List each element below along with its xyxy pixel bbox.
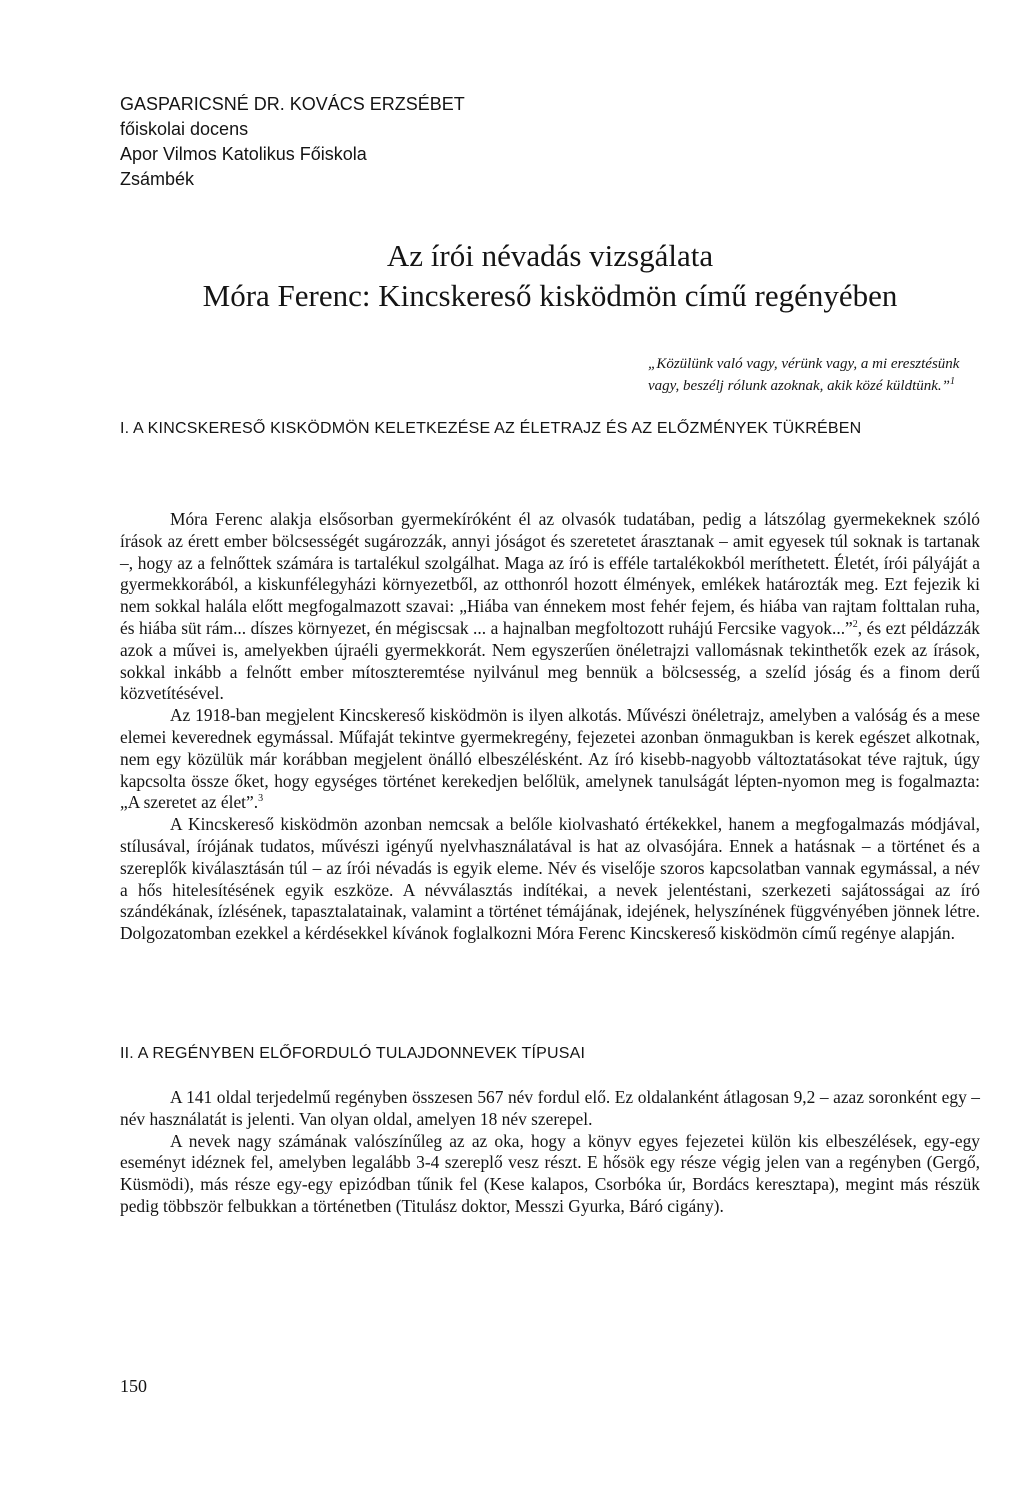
motto-quote	[648, 356, 978, 395]
section-body-2	[120, 1087, 980, 1218]
paragraph: A nevek nagy számának valószínűleg az az oka, hogy a könyv egyes fejezetei külön kis elbeszélések, egy-egy eseményt idéznek fel, amelyben legalább 3-4 szereplő vesz részt. E hősök egy része végig jelen van a regényben (Gergő, Küsmödi), más része egy-egy epizódban tűnik fel (Kese kalapos, Csorbóka úr, Bordács keresztapa), megint más részük pedig többször felbukkan a történetben (Titulász doktor, Messzi Gyurka, Báró cigány).	[120, 1130, 980, 1216]
paragraph	[120, 705, 980, 814]
paragraph-text: Az 1918-ban megjelent Kincskereső kisködmön is ilyen alkotás. Művészi önéletrajz, amelyben a valóság és a mese elemei keverednek egymással. Műfaját tekintve gyermekregény, fejezetei azonban önmagukban is kerek egészet alkotnak, nem egy közülük már korábban megjelent önálló elbeszélésként. Az író kisebb-nagyobb változtatásokat téve rajtuk, úgy kapcsolta össze őket, hogy egységes történet kerekedjen belőlük, amelynek tanulságát lépten-nyomon meg is fogalmazta: „A szeretet az élet”.	[120, 705, 980, 813]
author-institution: Apor Vilmos Katolikus Főiskola	[120, 144, 367, 164]
motto-text: „Közülünk való vagy, vérünk vagy, a mi eresztésünk vagy, beszélj rólunk azoknak, akik közé küldtünk.”	[648, 356, 960, 394]
section-body-1	[120, 509, 980, 945]
paragraph-text: Móra Ferenc alakja elsősorban gyermekíróként él az olvasók tudatában, pedig a látszólag gyermekeknek szóló írások az érett ember bölcsességét sugározzák, annyi jóságot és szeretetet árasztanak – amit egyesek túl soknak is tartanak –, hogy az a felnőttek számára is tartalékul szolgálhat. Maga az író is efféle tartalékokból meríthetett. Életét, írói pályáját a gyermekkorából, a kiskunfélegyházi környezetből, az otthonról hozott élmények, emlékek határozták meg. Ezt fejezik ki nem sokkal halála előtt megfogalmazott szavai: „Hiába van énnekem most fehér fejem, és hiába van rajtam folttalan ruha, és hiába süt rám... díszes környezet, én mégiscsak ... a hajnalban megfoltozott ruhájú Fercsike vagyok...”	[120, 509, 980, 638]
paragraph-text: , és ezt példázzák azok a művei is, amelyekben újraéli gyermekkorát. Nem egyszerűen önéletrajzi vallomásnak tekinthetők ezek az írások, sokkal inkább a felnőtt ember mítoszteremtése nyilvánul meg bennük a bölcsesség, a szelíd jóság és a finom derű közvetítésével.	[120, 617, 980, 704]
page-number: 150	[120, 1376, 147, 1396]
section-heading-1: I. A KINCSKERESŐ KISKÖDMÖN KELETKEZÉSE AZ ÉLETRAJZ ÉS AZ ELŐZMÉNYEK TÜKRÉBEN	[120, 420, 862, 437]
motto-footnote-ref: 1	[950, 376, 956, 387]
paragraph: A 141 oldal terjedelmű regényben összesen 567 név fordul elő. Ez oldalanként átlagosan 9,2 – azaz soronként egy – név használatát is jelenti. Van olyan oldal, amelyen 18 név szerepel.	[120, 1087, 980, 1129]
author-block	[120, 92, 465, 192]
article-title	[100, 236, 1000, 316]
footnote-ref: 2	[852, 619, 858, 631]
author-city: Zsámbék	[120, 169, 195, 189]
paragraph	[120, 509, 980, 705]
title-line-1: Az írói névadás vizsgálata	[386, 238, 714, 273]
author-position: főiskolai docens	[120, 119, 249, 139]
title-line-2: Móra Ferenc: Kincskereső kisködmön című regényében	[202, 278, 898, 313]
paragraph: A Kincskereső kisködmön azonban nemcsak a belőle kiolvasható értékekkel, hanem a megfogalmazás módjával, stílusával, írójának tudatos, művészi igényű nyelvhasználatával is hat az olvasójára. Ennek a hatásnak – a történet és a szereplők kiválasztásán túl – az írói névadás is egyik eleme. Név és viselője szoros kapcsolatban vannak egymással, a név a hős hitelesítésének egyik eszköze. A névválasztás indítékai, a nevek jelentéstani, szerkezeti sajátosságai az író szándékának, ízlésének, tapasztalatainak, valamint a történet témájának, idejének, helyszínének függvényében jönnek létre. Dolgozatomban ezekkel a kérdésekkel kívánok foglalkozni Móra Ferenc Kincskereső kisködmön című regénye alapján.	[120, 814, 980, 944]
footnote-ref: 3	[258, 793, 264, 805]
author-name: GASPARICSNÉ DR. KOVÁCS ERZSÉBET	[120, 94, 465, 114]
section-heading-2: II. A REGÉNYBEN ELŐFORDULÓ TULAJDONNEVEK TÍPUSAI	[120, 1045, 586, 1062]
